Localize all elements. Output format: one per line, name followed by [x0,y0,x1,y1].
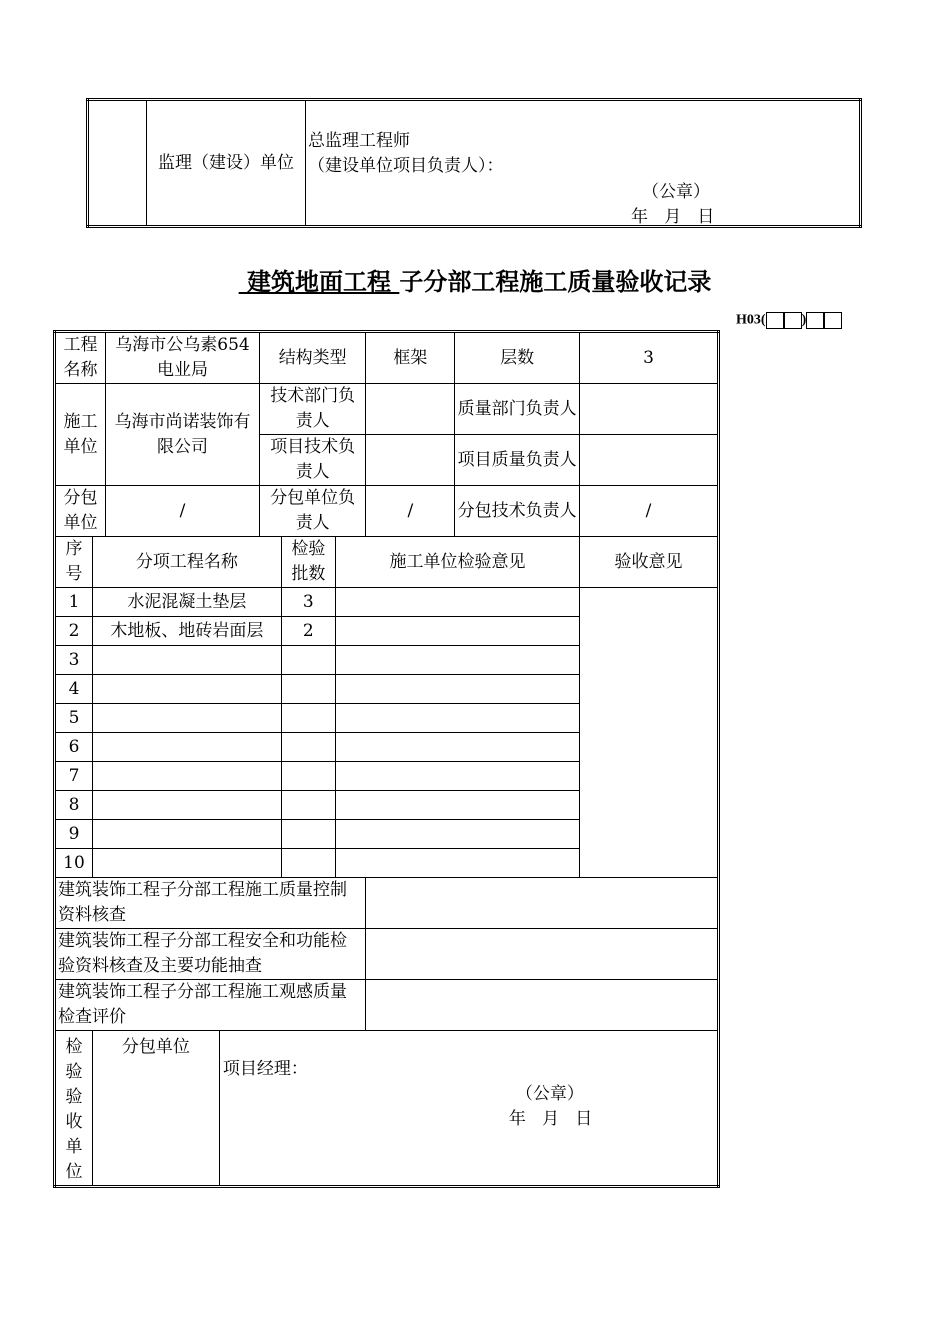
floors-value: 3 [580,332,719,384]
tech-dept-label: 技术部门负责人 [260,384,366,435]
sub-unit-label: 分包单位 [55,486,106,537]
item-batches [281,733,335,762]
safety-function-check-label: 建筑装饰工程子分部工程安全和功能检验资料核查及主要功能抽查 [55,929,366,980]
seal-label: （公章） [642,182,710,202]
project-name-value: 乌海市公乌素654电业局 [105,332,259,384]
title-underlined: 建筑地面工程 [238,267,400,296]
date-label: 年 月 日 [631,207,715,227]
footer-date-label: 年 月 日 [508,1109,593,1129]
item-opinion [335,762,579,791]
item-no: 3 [55,646,93,675]
sub-unit-value: / [105,486,259,537]
item-batches [281,791,335,820]
item-name [92,791,281,820]
blank-cell [88,100,147,227]
contractor-label: 施工单位 [55,384,106,486]
header-batches: 检验批数 [281,537,335,588]
inspection-unit-label: 检验验收单位 [55,1031,93,1187]
item-name [92,704,281,733]
owner-leader-label: （建设单位项目负责人）： [308,156,504,176]
item-batches [281,820,335,849]
item-no: 10 [55,849,93,878]
item-opinion [335,791,579,820]
item-no: 5 [55,704,93,733]
item-name [92,646,281,675]
item-name [92,733,281,762]
item-name [92,675,281,704]
code-box [766,312,784,329]
item-opinion [335,617,579,646]
header-acceptance: 验收意见 [580,537,719,588]
tech-dept-value [366,384,455,435]
item-name [92,820,281,849]
item-no: 9 [55,820,93,849]
sub-unit-sign-label: 分包单位 [92,1031,219,1187]
code-box [806,312,824,329]
quality-control-data-check-label: 建筑装饰工程子分部工程施工质量控制资料核查 [55,878,366,929]
item-batches [281,762,335,791]
item-batches: 3 [281,588,335,617]
footer-seal-label: （公章） [515,1084,584,1104]
header-opinion: 施工单位检验意见 [335,537,579,588]
item-no: 8 [55,791,93,820]
structure-value: 框架 [366,332,455,384]
project-name-label: 工程名称 [55,332,106,384]
appearance-quality-check-label: 建筑装饰工程子分部工程施工观感质量检查评价 [55,980,366,1031]
floors-label: 层数 [455,332,580,384]
project-manager-label: 项目经理： [222,1059,308,1079]
manager-sign-cell [219,1031,718,1187]
code-suffix: ) [801,312,807,328]
sub-unit-head-label: 分包单位负责人 [260,486,366,537]
code-box [784,312,802,329]
quality-control-data-check-value [366,878,719,929]
chief-engineer-label: 总监理工程师 [308,131,410,151]
quality-dept-label: 质量部门负责人 [455,384,580,435]
item-opinion [335,820,579,849]
item-name [92,849,281,878]
title-rest: 子分部工程施工质量验收记录 [399,267,712,296]
proj-tech-value [366,435,455,486]
item-batches [281,646,335,675]
item-batches [281,704,335,733]
item-no: 2 [55,617,93,646]
code-box [824,312,842,329]
safety-function-check-value [366,929,719,980]
supervision-sign-box [86,98,862,228]
acceptance-opinion-cell [580,588,719,878]
item-opinion [335,646,579,675]
item-opinion [335,849,579,878]
item-name: 木地板、地砖岩面层 [92,617,281,646]
item-no: 4 [55,675,93,704]
item-opinion [335,704,579,733]
proj-tech-label: 项目技术负责人 [260,435,366,486]
appearance-quality-check-value [366,980,719,1031]
item-name [92,762,281,791]
page-title [0,262,950,297]
proj-quality-value [580,435,719,486]
code-prefix: H03( [736,312,766,328]
item-batches [281,675,335,704]
table-row [55,588,719,617]
supervision-unit-label: 监理（建设）单位 [147,100,306,227]
acceptance-record-table [53,330,720,1188]
sub-tech-label: 分包技术负责人 [455,486,580,537]
item-no: 6 [55,733,93,762]
item-batches: 2 [281,617,335,646]
item-opinion [335,733,579,762]
item-no: 1 [55,588,93,617]
item-opinion [335,588,579,617]
sub-unit-head-value: / [366,486,455,537]
item-no: 7 [55,762,93,791]
sub-tech-value: / [580,486,719,537]
form-code [736,312,842,329]
proj-quality-label: 项目质量负责人 [455,435,580,486]
supervision-sign-cell [306,100,861,227]
item-opinion [335,675,579,704]
header-item-name: 分项工程名称 [92,537,281,588]
structure-label: 结构类型 [260,332,366,384]
contractor-value: 乌海市尚诺装饰有限公司 [105,384,259,486]
item-batches [281,849,335,878]
item-name: 水泥混凝土垫层 [92,588,281,617]
header-no: 序号 [55,537,93,588]
quality-dept-value [580,384,719,435]
